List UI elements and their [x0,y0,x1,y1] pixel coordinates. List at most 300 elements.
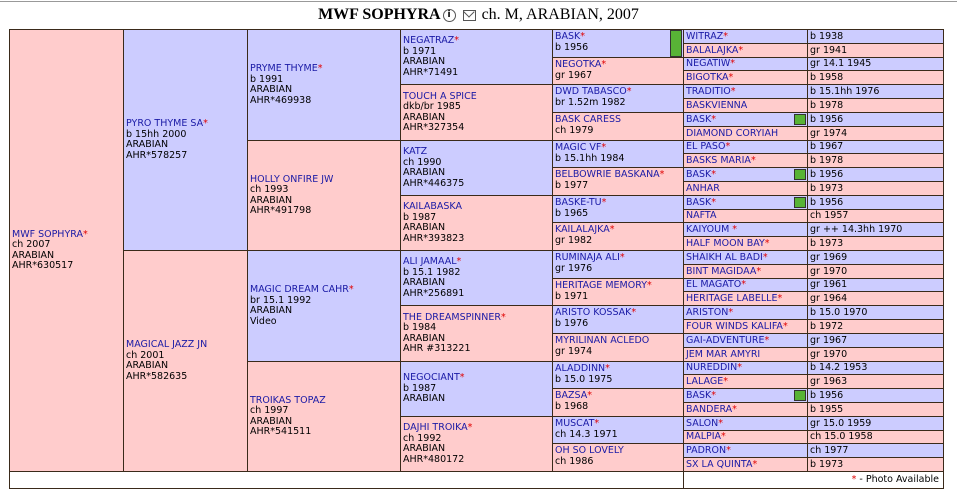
horse-name-link[interactable]: HERITAGE LABELLE [686,293,778,304]
horse-detail: AHR*480172 [403,453,465,465]
horse-detail: b 1984 [403,321,437,333]
pedigree-detail-gen6 [807,70,944,85]
pedigree-cell-gen6 [683,443,808,458]
horse-detail: b 1978 [810,100,844,111]
horse-name-link[interactable]: SALON [686,418,719,429]
horse-name-link[interactable]: BASK [555,31,581,42]
pedigree-detail-gen6 [807,140,944,154]
pedigree-cell-gen5 [552,195,684,223]
horse-entry [403,91,550,133]
pedigree-cell-gen6 [683,333,808,348]
horse-detail: ch 1957 [810,210,849,221]
horse-detail: AHR*578257 [126,149,188,161]
legend-star: * [851,474,857,485]
horse-name-link[interactable]: MAGIC DREAM CAHR [250,283,349,295]
horse-details: ch. M, ARABIAN, 2007 [481,6,639,23]
horse-name-link[interactable]: BALALAJKA [686,45,739,56]
horse-name-link[interactable]: MUSCAT [555,418,595,429]
pedigree-cell-gen6 [683,264,808,279]
horse-name-link[interactable]: BASK CARESS [555,114,622,125]
pedigree-cell-gen3 [247,361,401,472]
horse-detail: gr 1982 [555,235,593,246]
pedigree-cell-gen6 [683,305,808,320]
pedigree-detail-gen6 [807,98,944,113]
horse-detail: ARABIAN [403,393,446,405]
photo-legend [852,474,939,485]
horse-detail: b 15.1 1982 [403,266,461,278]
horse-detail: b 15.1hh 1984 [555,153,625,164]
photo-star: * [732,404,737,415]
photo-star: * [580,31,586,42]
horse-entry [250,174,398,216]
photo-star: * [348,283,354,295]
horse-detail: b 1958 [810,72,844,83]
horse-name-link[interactable]: ANHAR [686,183,720,194]
photo-star: * [594,418,600,429]
pedigree-cell-gen6 [683,236,808,251]
legend-text: - Photo Available [856,474,939,485]
horse-detail: ARABIAN [126,139,169,150]
horse-detail: ch 15.0 1958 [810,431,873,442]
horse-name-link[interactable]: KAILABASKA [403,200,462,212]
pedigree-cell-gen5 [552,140,684,168]
horse-entry [403,257,550,299]
photo-star: * [762,252,768,263]
horse-detail: b 1967 [810,141,844,152]
pedigree-detail-gen6 [807,195,944,210]
pedigree-detail-gen6 [807,333,944,348]
horse-detail: br 1.52m 1982 [555,97,626,108]
pedigree-cell-gen6 [683,112,808,127]
horse-detail: b 1978 [810,155,844,166]
pedigree-cell-gen6 [683,70,808,85]
horse-detail: AHR*582635 [126,370,188,382]
horse-name-link[interactable]: MWF SOPHYRA [12,228,83,240]
photo-star: * [750,155,756,166]
horse-name-link[interactable]: BASKE-TU [555,197,602,208]
horse-detail: Video [250,315,277,327]
photo-star: * [711,114,717,125]
horse-name-link[interactable]: SX LA QUINTA [686,459,753,470]
horse-entry [126,340,245,382]
pedigree-cell-gen5 [552,250,684,279]
photo-star: * [730,58,735,69]
horse-detail: AHR*630517 [12,260,74,272]
photo-star: * [738,45,744,56]
pedigree-cell-gen6 [683,291,808,306]
horse-detail: gr 1970 [810,349,848,360]
horse-name-link[interactable]: PRYME THYME [250,62,318,74]
horse-detail: ARABIAN [250,415,293,427]
pedigree-cell-gen6 [683,195,808,210]
pedigree-detail-gen6 [807,278,944,292]
pedigree-detail-gen6 [807,388,944,403]
horse-name-link[interactable]: BASK [686,197,712,208]
pedigree-detail-gen6 [807,319,944,334]
photo-star: * [659,169,665,180]
pedigree-detail-gen6 [807,430,944,444]
horse-detail: b 1956 [810,114,844,125]
pedigree-cell-gen2 [123,29,248,251]
pedigree-detail-gen6 [807,236,944,251]
horse-detail: ch 1992 [403,432,442,444]
horse-name-link[interactable]: BANDERA [686,404,733,415]
pedigree-cell-gen6 [683,250,808,265]
horse-entry [250,285,398,327]
horse-name-link[interactable]: DAJHI TROIKA [403,421,468,433]
horse-entry [403,423,550,465]
horse-name-link[interactable]: PADRON [686,445,727,456]
horse-name-link[interactable]: EL MAGATO [686,279,742,290]
pedigree-cell-gen4 [400,140,553,196]
horse-detail: ch 2001 [126,349,165,361]
horse-detail: b 1965 [555,208,589,219]
photo-star: * [737,362,742,373]
pedigree-cell-gen6 [683,222,808,237]
horse-name-link[interactable]: PYRO THYME SA [126,117,204,129]
horse-detail: ch 1977 [810,445,849,456]
horse-detail: ARABIAN [403,167,446,178]
horse-name-link[interactable]: SHAIKH AL BADI [686,252,763,263]
photo-star: * [605,363,610,374]
pedigree-detail-gen6 [807,84,944,99]
pedigree-cell-gen6 [683,209,808,223]
horse-detail: gr 1974 [555,346,593,357]
photo-star: * [730,86,736,97]
horse-detail: b 1973 [810,238,844,249]
horse-detail: gr 1969 [810,252,848,263]
horse-detail: AHR*256891 [403,287,465,299]
horse-detail: ch 1986 [555,456,594,467]
horse-detail: ARABIAN [250,84,293,95]
horse-name-link[interactable]: TOUCH A SPICE [403,90,477,102]
horse-detail: AHR*469938 [250,94,312,106]
horse-detail: gr 1941 [810,45,848,56]
photo-star: * [718,418,723,429]
horse-name-link[interactable]: MAGICAL JAZZ JN [126,338,208,350]
photo-star: * [711,390,717,401]
info-icon[interactable]: i [443,9,456,22]
horse-entry [403,312,550,354]
pedigree-cell-gen6 [683,319,808,334]
horse-detail: b 1973 [810,459,844,470]
pedigree-cell-gen4 [400,305,553,362]
pedigree-detail-gen6 [807,43,944,58]
horse-name-link[interactable]: TRADITIO [686,86,731,97]
horse-detail: b 1938 [810,31,844,42]
pedigree-detail-gen6 [807,112,944,127]
pedigree-detail-gen6 [807,402,944,417]
pedigree-cell-gen4 [400,29,553,85]
pedigree-detail-gen6 [807,443,944,458]
horse-entry [250,395,398,437]
mail-icon[interactable] [463,10,476,21]
photo-star: * [587,390,592,401]
horse-entry [403,147,550,189]
pedigree-cell-gen4 [400,361,553,417]
horse-detail: ARABIAN [403,56,446,67]
photo-star: * [711,169,717,180]
horse-name-link[interactable]: DIAMOND CORYIAH [686,128,779,139]
horse-name-link[interactable]: KAIYOUM [686,224,733,235]
photo-star: * [777,293,783,304]
pedigree-cell-gen5 [552,305,684,334]
pedigree-cell-gen2 [123,250,248,472]
horse-entry [403,202,550,244]
horse-detail: b 1971 [403,45,437,57]
photo-star: * [467,421,473,433]
horse-detail: ARABIAN [403,222,446,233]
horse-name-link[interactable]: BASK [686,390,712,401]
pedigree-cell-gen5 [552,388,684,417]
horse-name-link[interactable]: MAGIC VF [555,142,602,153]
horse-detail: gr 1970 [810,266,848,277]
pedigree-cell-gen5 [552,167,684,196]
horse-name-link[interactable]: BASK [686,169,712,180]
pedigree-detail-gen6 [807,457,944,472]
photo-star: * [764,335,770,346]
horse-entry [126,119,245,161]
photo-star: * [317,62,323,74]
pedigree-cell-gen5 [552,443,684,472]
horse-name-link[interactable]: HALF MOON BAY [686,238,765,249]
horse-name-link[interactable]: OH SO LOVELY [555,445,624,456]
pedigree-detail-gen6 [807,291,944,306]
horse-name-link[interactable]: FOUR WINDS KALIFA [686,321,783,332]
pedigree-cell-gen6 [683,43,808,58]
horse-detail: b 1956 [810,390,844,401]
horse-name-link[interactable]: BINT MAGIDAA [686,266,757,277]
pedigree-cell-gen6 [683,181,808,196]
pedigree-cell-gen4 [400,195,553,251]
pedigree-cell-gen5 [552,29,684,58]
horse-detail: b 1956 [810,169,844,180]
pedigree-cell-gen3 [247,250,401,362]
pedigree-cell-gen6 [683,84,808,99]
top-divider [0,1,957,2]
horse-detail: ARABIAN [126,360,169,371]
horse-detail: b 1955 [810,404,844,415]
horse-name-link[interactable]: GAI-ADVENTURE [686,335,765,346]
pedigree-cell-gen3 [247,29,401,141]
pedigree-cell-gen5 [552,57,684,85]
horse-name-link[interactable]: NEGATRAZ [403,34,455,46]
horse-name-link[interactable]: JEM MAR AMYRI [686,349,761,360]
photo-star: * [609,224,615,235]
pedigree-cell-gen5 [552,112,684,141]
horse-detail: AHR*327354 [403,122,465,134]
horse-detail: dkb/br 1985 [403,100,461,112]
photo-star: * [711,197,717,208]
pedigree-cell-gen5 [552,416,684,444]
photo-star: * [782,321,788,332]
horse-detail: b 1956 [810,197,844,208]
pedigree-cell-gen5 [552,278,684,306]
horse-detail: AHR*393823 [403,232,465,244]
pedigree-cell-gen6 [683,347,808,362]
pedigree-cell-gen6 [683,57,808,71]
photo-star: * [725,141,731,152]
pedigree-detail-gen6 [807,361,944,375]
horse-detail: ch 1993 [250,183,289,195]
horse-detail: ch 1990 [403,156,442,168]
pedigree-cell-gen6 [683,457,808,472]
pedigree-cell-gen6 [683,374,808,389]
photo-star: * [752,459,758,470]
photo-star: * [456,255,462,267]
pedigree-detail-gen6 [807,222,944,237]
horse-name-link[interactable]: BASK [686,114,712,125]
green-marker [794,390,806,401]
horse-detail: b 1956 [555,42,589,53]
horse-name-link[interactable]: BIGOTKA [686,72,729,83]
horse-detail: gr 1976 [555,263,593,274]
green-marker [794,169,806,180]
horse-name-link[interactable]: ALI JAMAAL [403,255,457,267]
horse-name-link[interactable]: HERITAGE MEMORY [555,280,647,291]
horse-detail: AHR*491798 [250,205,312,217]
horse-name-link[interactable]: THE DREAMSPINNER [403,311,501,323]
photo-star: * [723,31,728,42]
page-title [0,6,957,24]
horse-name-link[interactable]: TROIKAS TOPAZ [250,394,326,406]
horse-detail: ch 1997 [250,404,289,416]
horse-detail: b 15hh 2000 [126,128,187,140]
horse-detail: gr 15.0 1959 [810,418,872,429]
horse-detail: b 1972 [810,321,844,332]
pedigree-detail-gen6 [807,167,944,182]
horse-detail: ARABIAN [12,249,55,261]
horse-name-link[interactable]: DWD TABASCO [555,86,627,97]
pedigree-cell-gen5 [552,333,684,362]
horse-detail: b 14.2 1953 [810,362,868,373]
pedigree-cell-gen6 [683,167,808,182]
horse-name-link[interactable]: WITRAZ [686,31,724,42]
photo-star: * [764,238,770,249]
photo-star: * [454,34,460,46]
green-marker [670,30,682,57]
pedigree-cell-gen4 [400,84,553,141]
horse-name-link[interactable]: RUMINAJA ALI [555,252,620,263]
green-marker [794,114,806,125]
photo-star: * [601,142,607,153]
horse-detail: gr 1967 [555,70,593,81]
horse-name-link[interactable]: BASKVIENNA [686,100,748,111]
photo-star: * [203,117,208,129]
photo-star: * [82,228,88,240]
horse-detail: gr ++ 14.3hh 1970 [810,224,903,235]
photo-star: * [741,279,746,290]
horse-entry [403,36,550,78]
pedigree-detail-gen6 [807,57,944,71]
horse-name-link[interactable]: MYRILINAN ACLEDO [555,335,650,346]
pedigree-cell-gen6 [683,98,808,113]
pedigree-detail-gen6 [807,264,944,279]
horse-name-link[interactable]: NUREDDIN [686,362,738,373]
pedigree-cell-gen6 [683,416,808,431]
horse-detail: b 1987 [403,211,437,223]
horse-name-link[interactable]: EL PASO [686,141,726,152]
pedigree-cell-gen6 [683,140,808,154]
horse-name-link[interactable]: BASKS MARIA [686,155,751,166]
pedigree-cell-gen6 [683,402,808,417]
photo-star: * [723,376,728,387]
horse-detail: b 1987 [403,382,437,394]
horse-name-link[interactable]: NAFTA [686,210,717,221]
horse-name: MWF SOPHYRA [318,6,441,23]
horse-name-link[interactable]: KAILALAJKA [555,224,610,235]
horse-entry [403,373,550,405]
horse-name-link[interactable]: NEGATIW [686,58,731,69]
horse-name-link[interactable]: BELBOWRIE BASKANA [555,169,660,180]
horse-name-link[interactable]: MALPIA [686,431,722,442]
photo-star: * [728,72,734,83]
horse-detail: b 15.0 1970 [810,307,868,318]
horse-detail: gr 1963 [810,376,848,387]
horse-detail: gr 1967 [810,335,848,346]
horse-detail: br 15.1 1992 [250,294,312,306]
horse-detail: gr 14.1 1945 [810,58,872,69]
horse-detail: ARABIAN [250,305,293,316]
horse-detail: ch 2007 [12,238,51,250]
pedigree-detail-gen6 [807,347,944,362]
horse-detail: b 1971 [555,291,589,302]
pedigree-detail-gen6 [807,250,944,265]
pedigree-detail-gen6 [807,29,944,44]
horse-detail: b 1976 [555,318,589,329]
horse-detail: gr 1964 [810,293,848,304]
horse-detail: b 1968 [555,401,589,412]
pedigree-cell-gen6 [683,153,808,168]
horse-name-link[interactable]: KATZ [403,145,428,157]
photo-star: * [728,307,734,318]
photo-star: * [631,307,637,318]
horse-name-link[interactable]: ARISTON [686,307,729,318]
horse-detail: ARABIAN [403,332,446,344]
pedigree-cell-gen1 [9,29,124,472]
horse-entry [250,64,398,106]
horse-detail: gr 1974 [810,128,848,139]
photo-star: * [459,372,465,384]
horse-name-link[interactable]: ARISTO KOSSAK [555,307,632,318]
pedigree-cell-gen6 [683,430,808,444]
horse-name-link[interactable]: BAZSA [555,390,588,401]
photo-star: * [756,266,762,277]
horse-detail: ch 14.3 1971 [555,429,618,440]
horse-detail: ARABIAN [250,194,293,206]
horse-name-link[interactable]: NEGOCIANT [403,372,460,384]
photo-star: * [626,86,632,97]
horse-detail: b 1991 [250,73,284,85]
photo-star: * [726,445,731,456]
pedigree-cell-gen6 [683,126,808,141]
horse-name-link[interactable]: LALAGE [686,376,724,387]
horse-detail: b 1973 [810,183,844,194]
photo-star: * [601,59,607,70]
horse-detail: ch 1979 [555,125,594,136]
pedigree-detail-gen6 [807,126,944,141]
pedigree-cell-gen5 [552,222,684,251]
horse-entry [12,229,121,271]
horse-name-link[interactable]: ALADDINN [555,363,606,374]
pedigree-cell-gen5 [552,84,684,113]
pedigree-detail-gen6 [807,209,944,223]
pedigree-detail-gen6 [807,181,944,196]
horse-name-link[interactable]: HOLLY ONFIRE JW [250,173,334,185]
pedigree-detail-gen6 [807,374,944,389]
pedigree-cell-gen4 [400,416,553,472]
horse-name-link[interactable]: NEGOTKA [555,59,602,70]
